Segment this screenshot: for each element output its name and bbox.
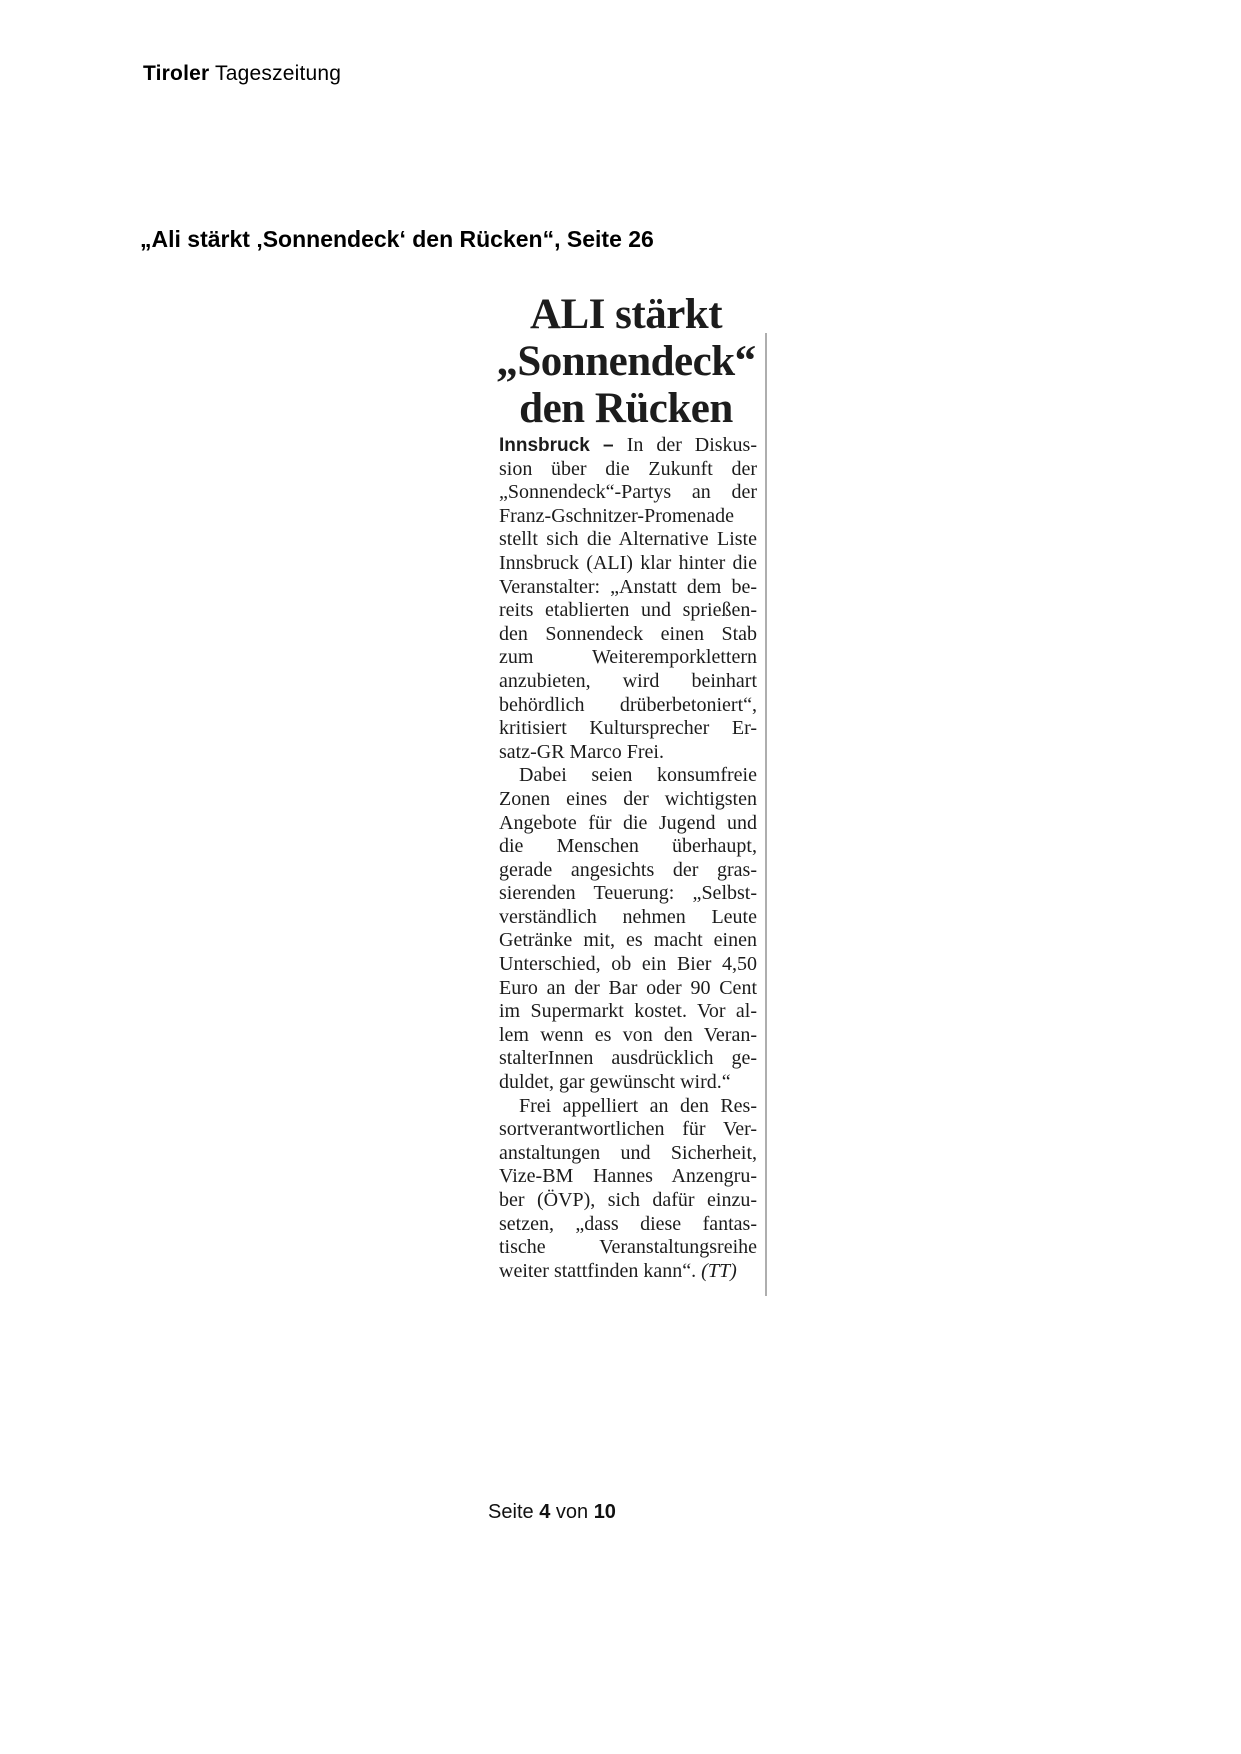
footer-total-pages: 10 (593, 1501, 616, 1523)
footer-middle: von (550, 1501, 594, 1523)
footer-prefix: Seite (488, 1501, 540, 1523)
article-headline-line-2: „Sonnendeck“ (496, 338, 756, 385)
article-credit: (TT) (701, 1259, 737, 1282)
footer-page-number: 4 (539, 1501, 551, 1523)
page-footer (0, 1501, 1104, 1524)
article-body-line: Angebote für die Jugend und (499, 811, 757, 834)
article-body (499, 434, 757, 1283)
article-body-line: Frei appelliert an den Res- (519, 1094, 757, 1117)
article-body-line: sierenden Teuerung: „Selbst- (499, 882, 757, 905)
article-body-line: anzubieten, wird beinhart (499, 669, 757, 692)
article-body-line: behördlich drüberbetoniert“, (499, 693, 757, 716)
article-body-line: Franz-Gschnitzer-Promenade (499, 504, 735, 527)
article-body-line: Unterschied, ob ein Bier 4,50 (499, 953, 757, 976)
article-body-line: im Supermarkt kostet. Vor al- (499, 1000, 757, 1023)
article-body-line: anstaltungen und Sicherheit, (499, 1141, 757, 1164)
article-body-line: die Menschen überhaupt, (499, 835, 757, 858)
article-body-line: „Sonnendeck“-Partys an der (499, 481, 757, 504)
brand-name-bold: Tiroler (143, 62, 210, 85)
article-body-line: satz-GR Marco Frei. (499, 740, 664, 763)
article-body-line: den Sonnendeck einen Stab (499, 622, 757, 645)
article-body-line: stalterInnen ausdrücklich ge- (499, 1047, 757, 1070)
newspaper-brand (143, 62, 341, 86)
article-body-line: sortverantwortlichen für Ver- (499, 1118, 757, 1141)
article-body-line: Innsbruck – In der Diskus- (499, 434, 757, 456)
article-body-line: reits etablierten und sprießen- (499, 599, 757, 622)
article-body-line: Euro an der Bar oder 90 Cent (499, 976, 757, 999)
article-headline (470, 291, 782, 432)
article-body-line: duldet, gar gewünscht wird.“ (499, 1071, 731, 1094)
article-body-line: weiter stattfinden kann“. (TT) (499, 1259, 737, 1282)
article-body-line: zum Weiteremporklettern (499, 646, 757, 669)
article-headline-line-1: ALI stärkt (529, 291, 723, 338)
article-body-line: Veranstalter: „Anstatt dem be- (499, 575, 757, 598)
article-body-line: Innsbruck (ALI) klar hinter die (499, 551, 757, 574)
column-divider-rule (765, 333, 767, 1296)
article-body-line: kritisiert Kultursprecher Er- (499, 717, 757, 740)
article-body-line: lem wenn es von den Veran- (499, 1023, 757, 1046)
article-body-line: setzen, „dass diese fantas- (499, 1212, 757, 1235)
article-body-line: Vize-BM Hannes Anzengru- (499, 1165, 757, 1188)
article-body-line: Getränke mit, es macht einen (499, 929, 757, 952)
article-body-line: ber (ÖVP), sich dafür einzu- (499, 1189, 757, 1211)
article-body-line: Dabei seien konsumfreie (519, 764, 757, 787)
document-headline: „Ali stärkt ‚Sonnendeck‘ den Rücken“, Seite 26 (140, 226, 654, 252)
article-body-line: gerade angesichts der gras- (499, 858, 757, 881)
article-body-line: sion über die Zukunft der (499, 457, 757, 480)
article-headline-line-3: den Rücken (519, 385, 733, 432)
article-body-line: Zonen eines der wichtigsten (499, 787, 757, 810)
brand-name-regular: Tageszeitung (209, 62, 342, 85)
article-lead-in: Innsbruck – (499, 435, 627, 456)
article-body-line: verständlich nehmen Leute (499, 905, 757, 928)
article-body-line: tische Veranstaltungsreihe (499, 1236, 757, 1259)
article-body-line: stellt sich die Alternative Liste (499, 528, 757, 551)
